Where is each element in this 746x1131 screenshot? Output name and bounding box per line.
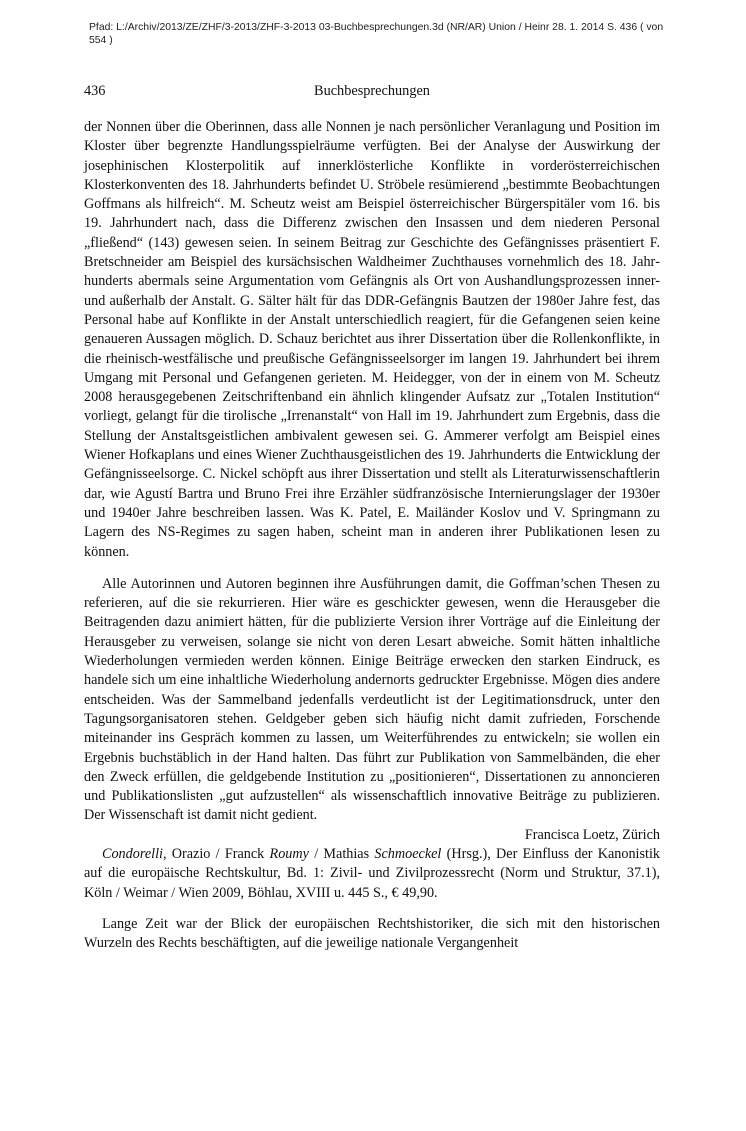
citation-text: / Mathias bbox=[308, 845, 375, 862]
review-opening-paragraph: Lange Zeit war der Blick der europäischen Rechtshistoriker, die sich mit den historischen Wurzeln des Rechts beschäftigten, auf die jeweilige nationale Vergangenheit bbox=[84, 915, 660, 952]
body-paragraph: der Nonnen über die Oberinnen, dass alle Nonnen je nach persönlicher Veranlagung und Position im Kloster über begrenzte Handlungsspielräume verfügten. Bei der Analyse der Auswirkung der josephinischen Klosterpolitik auf innerklösterliche Konflikte in vorderösterreichischen Klosterkonventen des 18. Jahrhunderts befindet U. Ströbele resümierend „bestimmte Beobachtungen Goffmans als hilfreich“. M. Scheutz weist am Beispiel österreichischer Bürgerspitäler vom 16. bis 19. Jahrhundert nach, dass die Differenz zwischen den Insassen und dem niederen Personal „fließend“ (143) gewesen seien. In seinem Beitrag zur Geschichte des Gefängnisses präsentiert F. Bretschneider am Beispiel des kursächsischen Waldheimer Zuchthauses vornehmlich des 18. Jahrhunderts abermals seine Argumentation vom Gefängnis als Ort von Aushandlungsprozessen inner- und außerhalb der Anstalt. G. Sälter hält für das DDR-Gefängnis Bautzen der 1980er Jahre fest, das Personal habe auf Konflikte in der Anstalt unterschiedlich reagiert, für die Gefangenen seien keine genaueren Aussagen möglich. D. Schauz berichtet aus ihrer Dissertation über die Rollenkonflikte, in die rheinisch-westfälische und preußische Gefängnisseelsorger im langen 19. Jahrhundert bei ihrem Umgang mit Personal und Gefangenen gerieten. M. Heidegger, von der in einem von M. Scheutz 2008 herausgegebenen Zeitschriftenband ein ähnlich klingender Aufsatz zur „Totalen Institution“ vorliegt, gelangt für die tirolische „Irrenanstalt“ von Hall im 19. Jahrhundert zum Ergebnis, dass die Stellung der Anstaltsgeistlichen ambivalent gewesen sei. G. Ammerer verfolgt am Beispiel eines Wiener Hofkaplans und eines Wiener Zuchthausgeistlichen des 19. Jahrhunderts die Entwicklung der Gefängnisseelsorge. C. Nickel schöpft aus ihrer Dissertation und stellt als Literaturwissenschaftlerin dar, wie Agustí Bartra und Bruno Frei ihre Erzähler südfranzösische Internierungslager der 1930er und 1940er Jahre beschreiben lassen. Was K. Patel, E. Mailänder Koslov und V. Springmann zu Lagern des NS-Regimes zu sagen haben, scheint man in anderen ihrer Publikationen lesen zu können. bbox=[84, 119, 660, 560]
body-paragraph: Alle Autorinnen und Autoren beginnen ihre Ausführungen damit, die Goffman’schen Thesen zu referieren, auf die sie rekurrieren. Hier wäre es geschickter gewesen, wenn die Herausgeber die Beitragenden dazu animiert hätten, für die publizierte Version ihrer Vorträge auf die Einleitung der Herausgeber zu verweisen, solange sie nicht von deren Lesart abweiche. Somit hätten inhaltliche Wiederholungen vermieden werden können. Einige Beiträge erwecken den starken Eindruck, es handele sich um eine inhaltliche Wiederholung andernorts gedruckter Ergebnisse. Mögen dies andere entscheiden. Was der Sammelband jedenfalls verdeutlicht ist der Legitimationsdruck, unter den Tagungsorganisatoren stehen. Geldgeber geben sich häufig nicht damit zufrieden, Forschende miteinander ins Gespräch kommen zu lassen, um Weiterführendes zu entwickeln; sie wollen ein Ergebnis buchstäblich in der Hand halten. Das führt zur Publikation von Sammelbänden, die eher den Zweck erfüllen, die geldgebende Institution zu „positionieren“, Dissertationen zu annoncieren und Publikationslisten „gut aufzustellen“ als wissenschaftlich innovative Beiträge zu publizieren. Der Wissenschaft ist damit nicht gedient. bbox=[84, 575, 660, 824]
book-citation bbox=[84, 845, 660, 903]
reviewer-signature: Francisca Loetz, Zürich bbox=[524, 826, 660, 843]
running-title: Buchbesprechungen bbox=[314, 83, 430, 99]
page-number: 436 bbox=[84, 83, 106, 99]
text-column bbox=[84, 118, 660, 953]
author-surname: Schmoeckel bbox=[374, 845, 442, 862]
author-surname: Roumy bbox=[269, 845, 309, 862]
citation-text: , Orazio / Franck bbox=[162, 845, 270, 862]
author-surname: Condorelli bbox=[102, 845, 163, 862]
file-path-line: Pfad: L:/Archiv/2013/ZE/ZHF/3-2013/ZHF-3-2013 03-Buchbesprechungen.3d (NR/AR) Union / Heinr 28. 1. 2014 S. 436 ( von 554 ) bbox=[89, 22, 664, 46]
citation-text: (Hrsg.), Der Einfluss der Kanonistik auf die europäische Rechtskultur, Bd. 1: Zivil- und Zivilprozessrecht (Norm und Struktur, 37.1), Köln / Weimar / Wien 2009, Böhlau, XVIII u. 445 S., € 49,90. bbox=[84, 845, 660, 901]
